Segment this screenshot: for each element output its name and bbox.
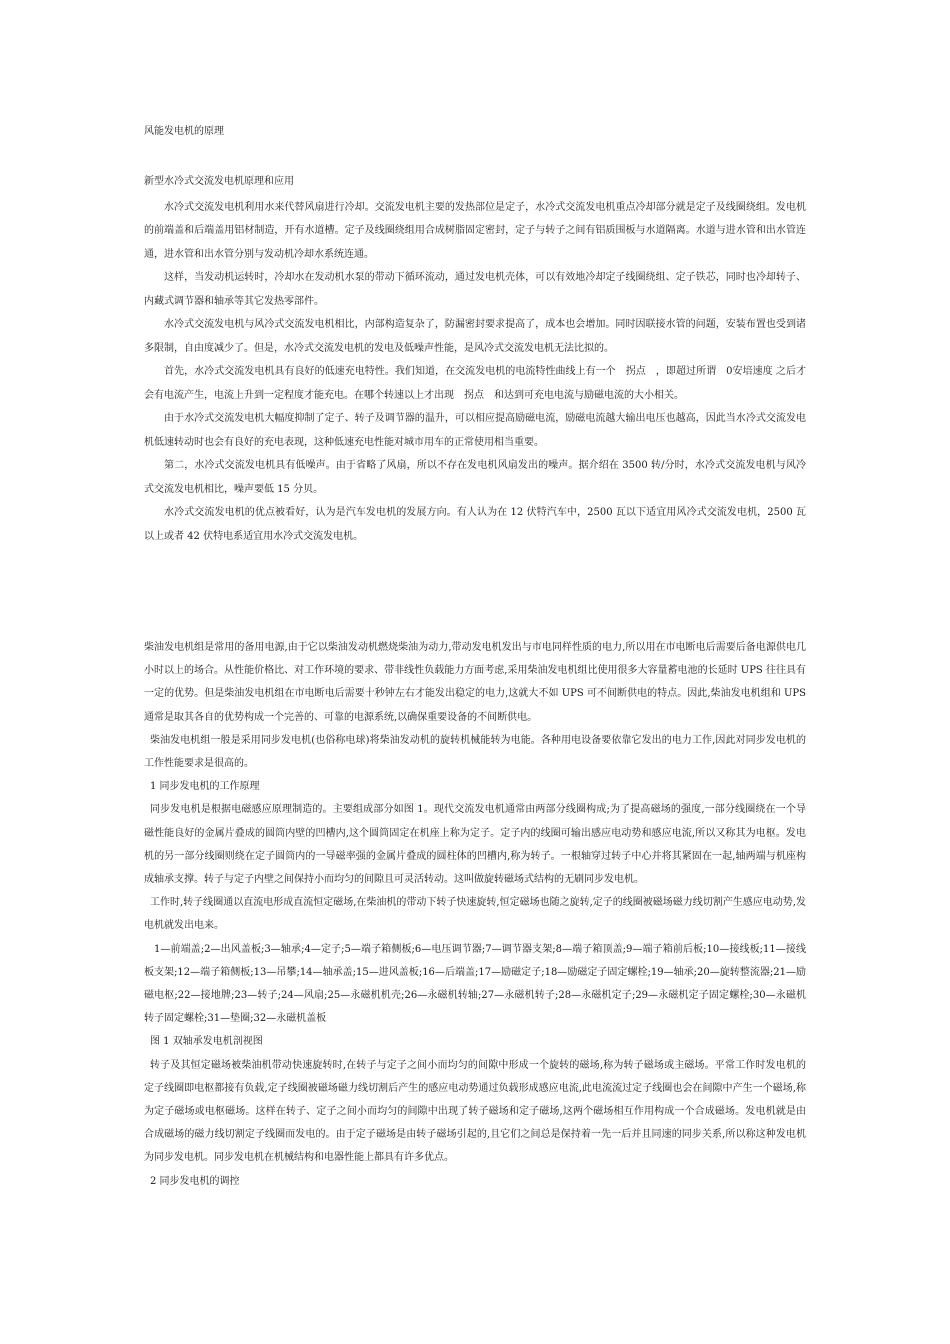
paragraph: 转子及其恒定磁场被柴油机带动快速旋转时,在转子与定子之间小而均匀的间隙中形成一个旋转的磁场,称为转子磁场或主磁场。平常工作时发电机的定子线圈即电枢都接有负载,定子线圈被磁场磁力线切割后产生的感应电动势通过负载形成感应电流,此电流流过定子线圈也会在间隙中产生一个磁场,称为定子磁场或电枢磁场。这样在转子、定子之间小而均匀的间隙中出现了转子磁场和定子磁场,这两个磁场相互作用构成一个合成磁场。发电机就是由合成磁场的磁力线切割定子线圈而发电的。由于定子磁场是由转子磁场引起的,且它们之间总是保持着一先一后并且同速的同步关系,所以称这种发电机为同步发电机。同步发电机在机械结构和电器性能上都具有许多优点。 bbox=[144, 1059, 806, 1164]
paragraph: 水冷式交流发电机与风冷式交流发电机相比，内部构造复杂了，防漏密封要求提高了，成本也会增加。同时因联接水管的问题，安装布置也受到诸多限制，自由度减少了。但是，水冷式交流发电机的发电及低噪声性能，是风冷式交流发电机无法比拟的。 bbox=[144, 319, 806, 354]
subsection-heading: 2 同步发电机的调控 bbox=[150, 1175, 240, 1187]
figure-caption: 图 1 双轴承发电机剖视图 bbox=[150, 1036, 263, 1048]
section-water-cooled-alternator bbox=[144, 170, 806, 548]
paragraph: 工作时,转子线圈通以直流电形成直流恒定磁场,在柴油机的带动下转子快速旋转,恒定磁场也随之旋转,定子的线圈被磁场磁力线切割产生感应电动势,发电机就发出电来。 bbox=[144, 897, 806, 932]
paragraph: 由于水冷式交流发电机大幅度抑制了定子、转子及调节器的温升，可以相应提高励磁电流，励磁电流越大输出电压也越高，因此当水冷式交流发电机低速转动时也会有良好的充电表现，这种低速充电性能对城市用车的正常使用相当重要。 bbox=[144, 413, 806, 448]
section-diesel-generator bbox=[144, 636, 806, 1193]
paragraph: 首先，水冷式交流发电机具有良好的低速充电特性。我们知道，在交流发电机的电流特性曲线上有一个 拐点 ，即超过所谓 0安培速度 之后才会有电流产生，电流上升到一定程度才能充电。在哪个转速以上才出现 拐点 和达到可充电电流与励磁电流的大小相关。 bbox=[144, 366, 806, 401]
section-heading: 新型水冷式交流发电机原理和应用 bbox=[144, 176, 294, 187]
parts-list: 1—前端盖;2—出风盖板;3—轴承;4—定子;5—端子箱侧板;6—电压调节器;7—调节器支架;8—端子箱顶盖;9—端子箱前后板;10—接线板;11—接线板支架;12—端子箱侧板;13—吊攀;14—轴承盖;15—进风盖板;16—后端盖;17—励磁定子;18—励磁定子固定螺栓;19—轴承;20—旋转整流器;21—励磁电枢;22—接地牌;23—转子;24—风扇;25—永磁机机壳;26—永磁机转轴;27—永磁机转子;28—永磁机定子;29—永磁机定子固定螺栓;30—永磁机转子固定螺栓;31—垫圈;32—永磁机盖板 bbox=[144, 943, 806, 1025]
paragraph: 水冷式交流发电机的优点被看好，认为是汽车发电机的发展方向。有人认为在 12 伏特汽车中，2500 瓦以下适宜用风冷式交流发电机，2500 瓦以上或者 42 伏特电系适宜用水冷式交流发电机。 bbox=[144, 507, 806, 542]
paragraph: 这样，当发动机运转时，冷却水在发动机水泵的带动下循环流动，通过发电机壳体，可以有效地冷却定子线圈绕组、定子铁芯，同时也冷却转子、内藏式调节器和轴承等其它发热零部件。 bbox=[144, 272, 806, 307]
paragraph: 第二，水冷式交流发电机具有低噪声。由于省略了风扇，所以不存在发电机风扇发出的噪声。据介绍在 3500 转/分时，水冷式交流发电机与风冷式交流发电机相比，噪声要低 15 分贝。 bbox=[144, 460, 806, 495]
paragraph: 柴油发电机组是常用的备用电源,由于它以柴油发动机燃烧柴油为动力,带动发电机发出与市电同样性质的电力,所以用在市电断电后需要后备电源供电几小时以上的场合。从性能价格比、对工作环境的要求、带非线性负载能力方面考虑,采用柴油发电机组比使用很多大容量蓄电池的长延时 UPS 往往具有一定的优势。但是柴油发电机组在市电断电后需要十秒钟左右才能发出稳定的电力,这就大不如 UPS 可不间断供电的特点。因此,柴油发电机组和 UPS 通常是取其各自的优势构成一个完善的、可靠的电源系统,以确保重要设备的不间断供电。 bbox=[144, 642, 806, 723]
paragraph: 同步发电机是根据电磁感应原理制造的。主要组成部分如图 1。现代交流发电机通常由两部分线圈构成;为了提高磁场的强度,一部分线圈绕在一个导磁性能良好的金属片叠成的圆筒内壁的凹槽内,这个圆筒固定在机座上称为定子。定子内的线圈可输出感应电动势和感应电流,所以又称其为电枢。发电机的另一部分线圈则绕在定子圆筒内的一导磁率强的金属片叠成的圆柱体的凹槽内,称为转子。一根轴穿过转子中心并将其紧固在一起,轴两端与机座构成轴承支撑。转子与定子内壁之间保持小而均匀的间隙且可灵活转动。这叫做旋转磁场式结构的无刷同步发电机。 bbox=[144, 804, 806, 886]
subsection-heading: 1 同步发电机的工作原理 bbox=[150, 781, 260, 793]
paragraph: 水冷式交流发电机利用水来代替风扇进行冷却。交流发电机主要的发热部位是定子，水冷式交流发电机重点冷却部分就是定子及线圈绕组。发电机的前端盖和后端盖用铝材制造，开有水道槽。定子及线圈绕组用合成树脂固定密封，定子与转子之间有铝质围板与水道隔离。水道与进水管和出水管连通，进水管和出水管分别与发动机冷却水系统连通。 bbox=[144, 201, 806, 260]
paragraph: 柴油发电机组一般是采用同步发电机(也俗称电球)将柴油发动机的旋转机械能转为电能。各种用电设备要依靠它发出的电力工作,因此对同步发电机的工作性能要求是很高的。 bbox=[144, 734, 806, 770]
document-title: 风能发电机的原理 bbox=[144, 126, 224, 137]
